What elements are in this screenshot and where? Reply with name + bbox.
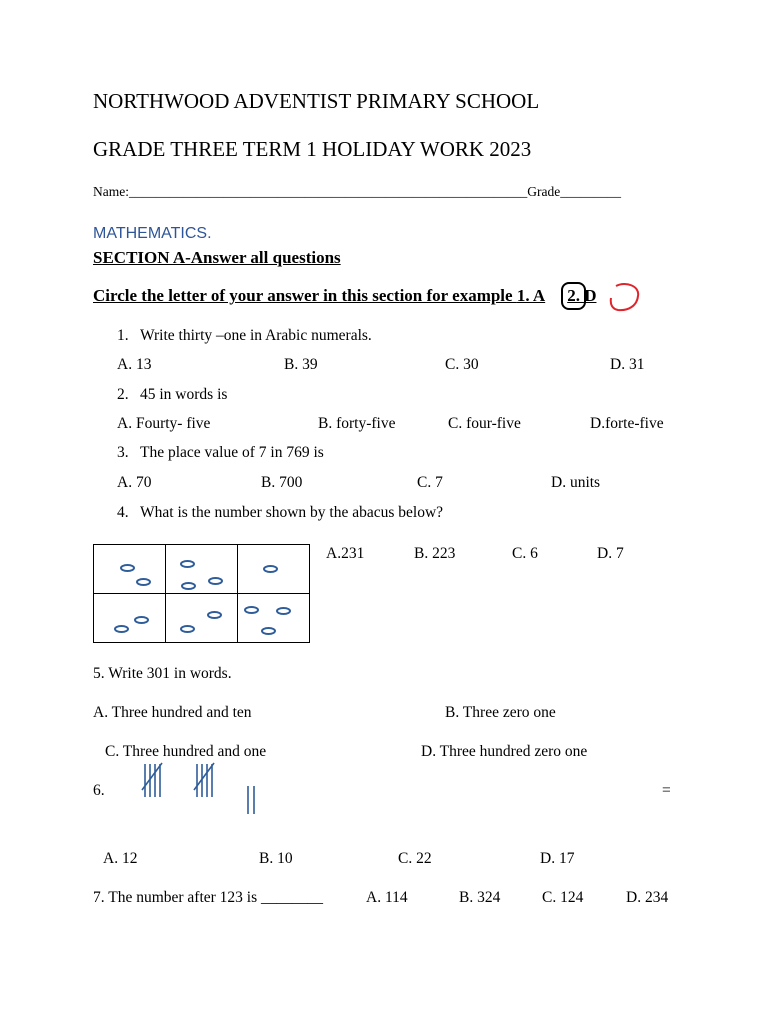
abacus-bead bbox=[180, 560, 195, 568]
section-heading: SECTION A-Answer all questions bbox=[93, 248, 341, 267]
option-d: D. Three hundred zero one bbox=[421, 743, 588, 760]
abacus-bead bbox=[261, 627, 276, 635]
abacus-bead bbox=[120, 564, 135, 572]
instruction-text bbox=[93, 286, 596, 306]
abacus-cell bbox=[238, 545, 310, 594]
abacus-bead bbox=[263, 565, 278, 573]
abacus-bead bbox=[114, 625, 129, 633]
option-a: A.231 bbox=[326, 545, 365, 562]
abacus-cell bbox=[238, 594, 310, 643]
option-a: A. 114 bbox=[366, 889, 408, 906]
option-d: D. units bbox=[551, 474, 601, 491]
option-a: A. Three hundred and ten bbox=[93, 704, 252, 721]
example-circle-red bbox=[608, 282, 642, 314]
option-b: B. Three zero one bbox=[445, 704, 556, 721]
school-name: NORTHWOOD ADVENTIST PRIMARY SCHOOL bbox=[93, 89, 540, 113]
option-a: A. 12 bbox=[103, 850, 138, 867]
abacus-bead bbox=[134, 616, 149, 624]
question-text: 7. The number after 123 is ________ bbox=[93, 889, 324, 906]
example-1: 1. A bbox=[516, 286, 546, 305]
abacus-bead bbox=[136, 578, 151, 586]
option-d: D. 17 bbox=[540, 850, 575, 867]
option-b: B. forty-five bbox=[318, 415, 396, 432]
option-a: A. Fourty- five bbox=[117, 415, 211, 432]
example-2: 2. D bbox=[567, 286, 597, 305]
abacus-cell bbox=[94, 545, 166, 594]
question-text: Write thirty –one in Arabic numerals. bbox=[140, 327, 372, 344]
question-number: 2. bbox=[117, 386, 129, 403]
question-text: What is the number shown by the abacus below? bbox=[140, 504, 444, 521]
option-b: B. 324 bbox=[459, 889, 501, 906]
abacus-cell bbox=[166, 545, 238, 594]
abacus-bead bbox=[180, 625, 195, 633]
worksheet-title: GRADE THREE TERM 1 HOLIDAY WORK 2023 bbox=[93, 137, 532, 161]
abacus-bead bbox=[208, 577, 223, 585]
option-d: D.forte-five bbox=[590, 415, 664, 432]
name-grade-line: Name:___________________________________________________________Grade_________ bbox=[93, 184, 621, 199]
option-b: B. 39 bbox=[284, 356, 318, 373]
option-c: C. 7 bbox=[417, 474, 443, 491]
option-d: D. 234 bbox=[626, 889, 669, 906]
option-c: C. Three hundred and one bbox=[105, 743, 267, 760]
question-text: 5. Write 301 in words. bbox=[93, 665, 232, 682]
abacus-bead bbox=[181, 582, 196, 590]
abacus-bead bbox=[207, 611, 222, 619]
question-number: 3. bbox=[117, 444, 129, 461]
abacus-bead bbox=[244, 606, 259, 614]
option-a: A. 13 bbox=[117, 356, 152, 373]
option-c: C. 22 bbox=[398, 850, 432, 867]
question-text: The place value of 7 in 769 is bbox=[140, 444, 324, 461]
option-c: C. 124 bbox=[542, 889, 584, 906]
option-d: D. 31 bbox=[610, 356, 645, 373]
subject-heading: MATHEMATICS. bbox=[93, 225, 212, 242]
option-c: C. 6 bbox=[512, 545, 538, 562]
abacus-cell bbox=[166, 594, 238, 643]
question-number: 4. bbox=[117, 504, 129, 521]
equals-sign: = bbox=[662, 782, 671, 799]
option-c: C. 30 bbox=[445, 356, 479, 373]
question-number: 1. bbox=[117, 327, 129, 344]
example-circle-black bbox=[560, 281, 590, 313]
instruction-lead: Circle the letter of your answer in this section for example bbox=[93, 286, 517, 305]
abacus-bead bbox=[276, 607, 291, 615]
option-b: B. 10 bbox=[259, 850, 293, 867]
question-text: 6. bbox=[93, 782, 105, 799]
tally-marks-icon bbox=[140, 760, 270, 820]
option-b: B. 700 bbox=[261, 474, 303, 491]
abacus-grid bbox=[93, 544, 310, 643]
abacus-cell bbox=[94, 594, 166, 643]
option-a: A. 70 bbox=[117, 474, 152, 491]
option-b: B. 223 bbox=[414, 545, 456, 562]
option-c: C. four-five bbox=[448, 415, 521, 432]
option-d: D. 7 bbox=[597, 545, 624, 562]
question-text: 45 in words is bbox=[140, 386, 228, 403]
